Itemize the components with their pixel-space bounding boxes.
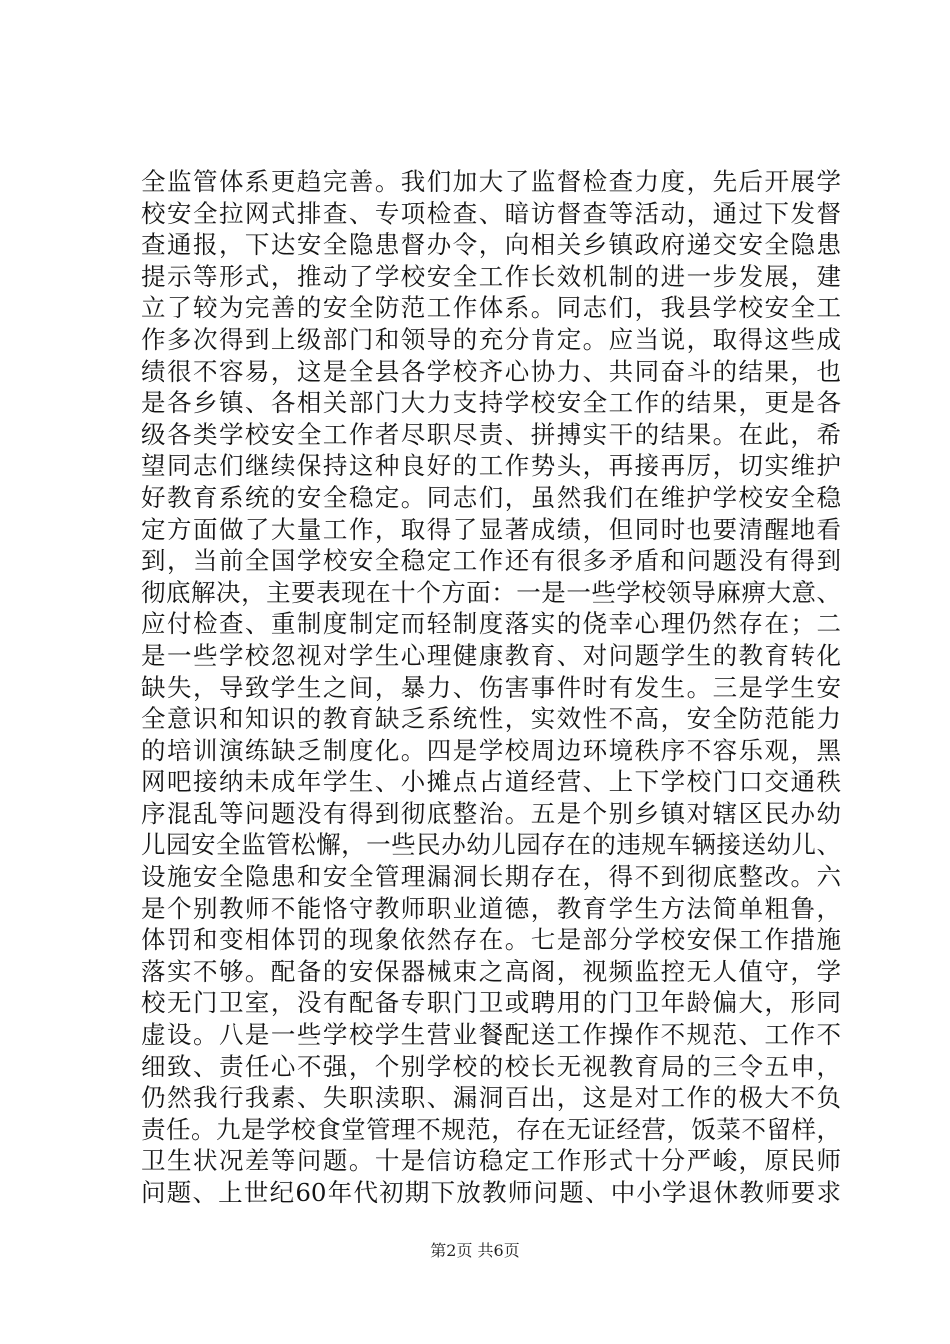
text-line: 校无门卫室，没有配备专职门卫或聘用的门卫年龄偏大，形同	[141, 988, 841, 1018]
text-line: 落实不够。配备的安保器械束之高阁，视频监控无人值守，学	[141, 956, 841, 986]
text-line: 是个别教师不能恪守教师职业道德，教育学生方法简单粗鲁，	[141, 893, 841, 923]
text-line: 应付检查、重制度制定而轻制度落实的侥幸心理仍然存在；二	[141, 609, 841, 639]
text-line: 的培训演练缺乏制度化。四是学校周边环境秩序不容乐观，黑	[141, 735, 841, 765]
text-line: 责任。九是学校食堂管理不规范，存在无证经营，饭菜不留样，	[141, 1114, 841, 1144]
text-line: 全意识和知识的教育缺乏系统性，实效性不高，安全防范能力	[141, 704, 841, 734]
text-line: 望同志们继续保持这种良好的工作势头，再接再厉，切实维护	[141, 451, 841, 481]
text-line: 设施安全隐患和安全管理漏洞长期存在，得不到彻底整改。六	[141, 862, 841, 892]
page-number-footer: 第2页 共6页	[430, 1241, 520, 1260]
text-line: 全监管体系更趋完善。我们加大了监督检查力度，先后开展学	[141, 167, 841, 196]
text-line: 彻底解决，主要表现在十个方面：一是一些学校领导麻痹大意、	[141, 577, 841, 607]
text-line: 作多次得到上级部门和领导的充分肯定。应当说，取得这些成	[141, 324, 841, 354]
text-line: 网吧接纳未成年学生、小摊点占道经营、上下学校门口交通秩	[141, 767, 841, 797]
body-paragraph	[141, 166, 841, 1209]
text-line: 体罚和变相体罚的现象依然存在。七是部分学校安保工作措施	[141, 925, 841, 955]
text-line: 立了较为完善的安全防范工作体系。同志们，我县学校安全工	[141, 293, 841, 323]
text-line: 定方面做了大量工作，取得了显著成绩，但同时也要清醒地看	[141, 514, 841, 544]
text-line: 卫生状况差等问题。十是信访稳定工作形式十分严峻，原民师	[141, 1146, 841, 1176]
text-line: 绩很不容易，这是全县各学校齐心协力、共同奋斗的结果，也	[141, 356, 841, 386]
text-line: 级各类学校安全工作者尽职尽责、拼搏实干的结果。在此，希	[141, 419, 841, 449]
text-line: 儿园安全监管松懈，一些民办幼儿园存在的违规车辆接送幼儿、	[141, 830, 841, 860]
text-line: 虚设。八是一些学校学生营业餐配送工作操作不规范、工作不	[141, 1020, 841, 1050]
text-line: 提示等形式，推动了学校安全工作长效机制的进一步发展，建	[141, 261, 841, 291]
text-line: 是一些学校忽视对学生心理健康教育、对问题学生的教育转化	[141, 640, 841, 670]
text-line: 序混乱等问题没有得到彻底整治。五是个别乡镇对辖区民办幼	[141, 798, 841, 828]
text-line: 好教育系统的安全稳定。同志们，虽然我们在维护学校安全稳	[141, 482, 841, 512]
text-line: 仍然我行我素、失职渎职、漏洞百出，这是对工作的极大不负	[141, 1083, 841, 1113]
text-line: 细致、责任心不强，个别学校的校长无视教育局的三令五申，	[141, 1051, 841, 1081]
text-line: 查通报，下达安全隐患督办令，向相关乡镇政府递交安全隐患	[141, 230, 841, 260]
text-line: 缺失，导致学生之间，暴力、伤害事件时有发生。三是学生安	[141, 672, 841, 702]
text-line: 是各乡镇、各相关部门大力支持学校安全工作的结果，更是各	[141, 388, 841, 418]
text-line: 校安全拉网式排查、专项检查、暗访督查等活动，通过下发督	[141, 198, 841, 228]
text-line: 到，当前全国学校安全稳定工作还有很多矛盾和问题没有得到	[141, 546, 841, 576]
text-line: 问题、上世纪60年代初期下放教师问题、中小学退休教师要求	[141, 1178, 841, 1207]
